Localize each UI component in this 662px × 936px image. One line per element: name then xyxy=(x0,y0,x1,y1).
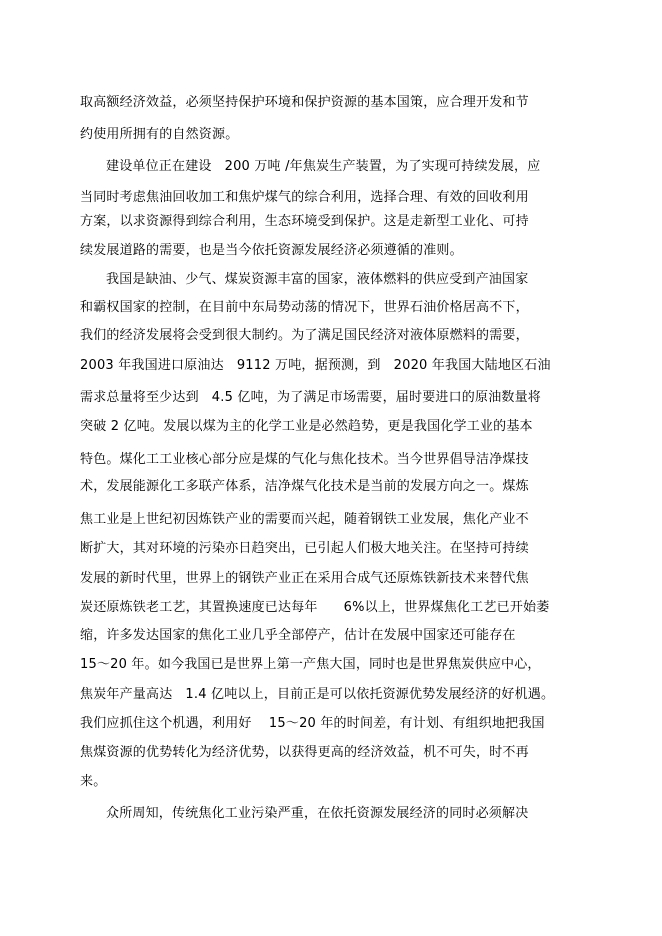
text-line: 断扩大，其对环境的污染亦日趋突出，已引起人们极大地关注。在坚持可持续 xyxy=(80,541,529,556)
text-line: 焦炭年产量高达 1.4 亿吨以上，目前正是可以依托资源优势发展经济的好机遇。 xyxy=(80,687,555,702)
text-line: 建设单位正在建设 200 万吨 /年焦炭生产装置，为了实现可持续发展，应 xyxy=(106,159,541,174)
text-line: 我们的经济发展将会受到很大制约。为了满足国民经济对液体原燃料的需要， xyxy=(80,328,529,343)
text-line: 续发展道路的需要，也是当今依托资源发展经济必须遵循的准则。 xyxy=(80,243,463,258)
text-line: 突破 2 亿吨。发展以煤为主的化学工业是必然趋势，更是我国化学工业的基本 xyxy=(80,419,533,434)
text-line: 2003 年我国进口原油达 9112 万吨，据预测，到 2020 年我国大陆地区石油 xyxy=(80,358,551,373)
text-line: 当同时考虑焦油回收加工和焦炉煤气的综合利用，选择合理、有效的回收利用 xyxy=(80,190,529,205)
text-line: 取高额经济效益，必须坚持保护环境和保护资源的基本国策，应合理开发和节 xyxy=(80,95,529,110)
text-line: 发展的新时代里，世界上的钢铁产业正在采用合成气还原炼铁新技术来替代焦 xyxy=(80,571,529,586)
text-line: 和霸权国家的控制，在目前中东局势动荡的情况下，世界石油价格居高不下， xyxy=(80,300,529,315)
text-line: 15～20 年。如今我国已是世界上第一产焦大国，同时也是世界焦炭供应中心， xyxy=(80,657,541,672)
text-line: 需求总量将至少达到 4.5 亿吨，为了满足市场需要，届时要进口的原油数量将 xyxy=(80,390,542,405)
text-line: 焦工业是上世纪初因炼铁产业的需要而兴起，随着钢铁工业发展，焦化产业不 xyxy=(80,512,529,527)
text-line: 方案，以求资源得到综合利用，生态环境受到保护。这是走新型工业化、可持 xyxy=(80,214,529,229)
text-line: 我们应抓住这个机遇，利用好 15～20 年的时间差，有计划、有组织地把我国 xyxy=(80,716,545,731)
text-line: 我国是缺油、少气、煤炭资源丰富的国家，液体燃料的供应受到产油国家 xyxy=(106,272,529,287)
text-line: 约使用所拥有的自然资源。 xyxy=(80,127,239,142)
text-line: 术，发展能源化工多联产体系，洁净煤气化技术是当前的发展方向之一。煤炼 xyxy=(80,479,529,494)
text-line: 来。 xyxy=(80,774,107,789)
text-line: 缩，许多发达国家的焦化工业几乎全部停产，估计在发展中国家还可能存在 xyxy=(80,628,516,643)
text-line: 焦煤资源的优势转化为经济优势，以获得更高的经济效益，机不可失，时不再 xyxy=(80,745,529,760)
text-line: 炭还原炼铁老工艺，其置换速度已达每年 6%以上，世界煤焦化工艺已开始萎 xyxy=(80,600,550,615)
text-line: 众所周知，传统焦化工业污染严重，在依托资源发展经济的同时必须解决 xyxy=(106,806,529,821)
text-line: 特色。煤化工工业核心部分应是煤的气化与焦化技术。当今世界倡导洁净煤技 xyxy=(80,452,529,467)
